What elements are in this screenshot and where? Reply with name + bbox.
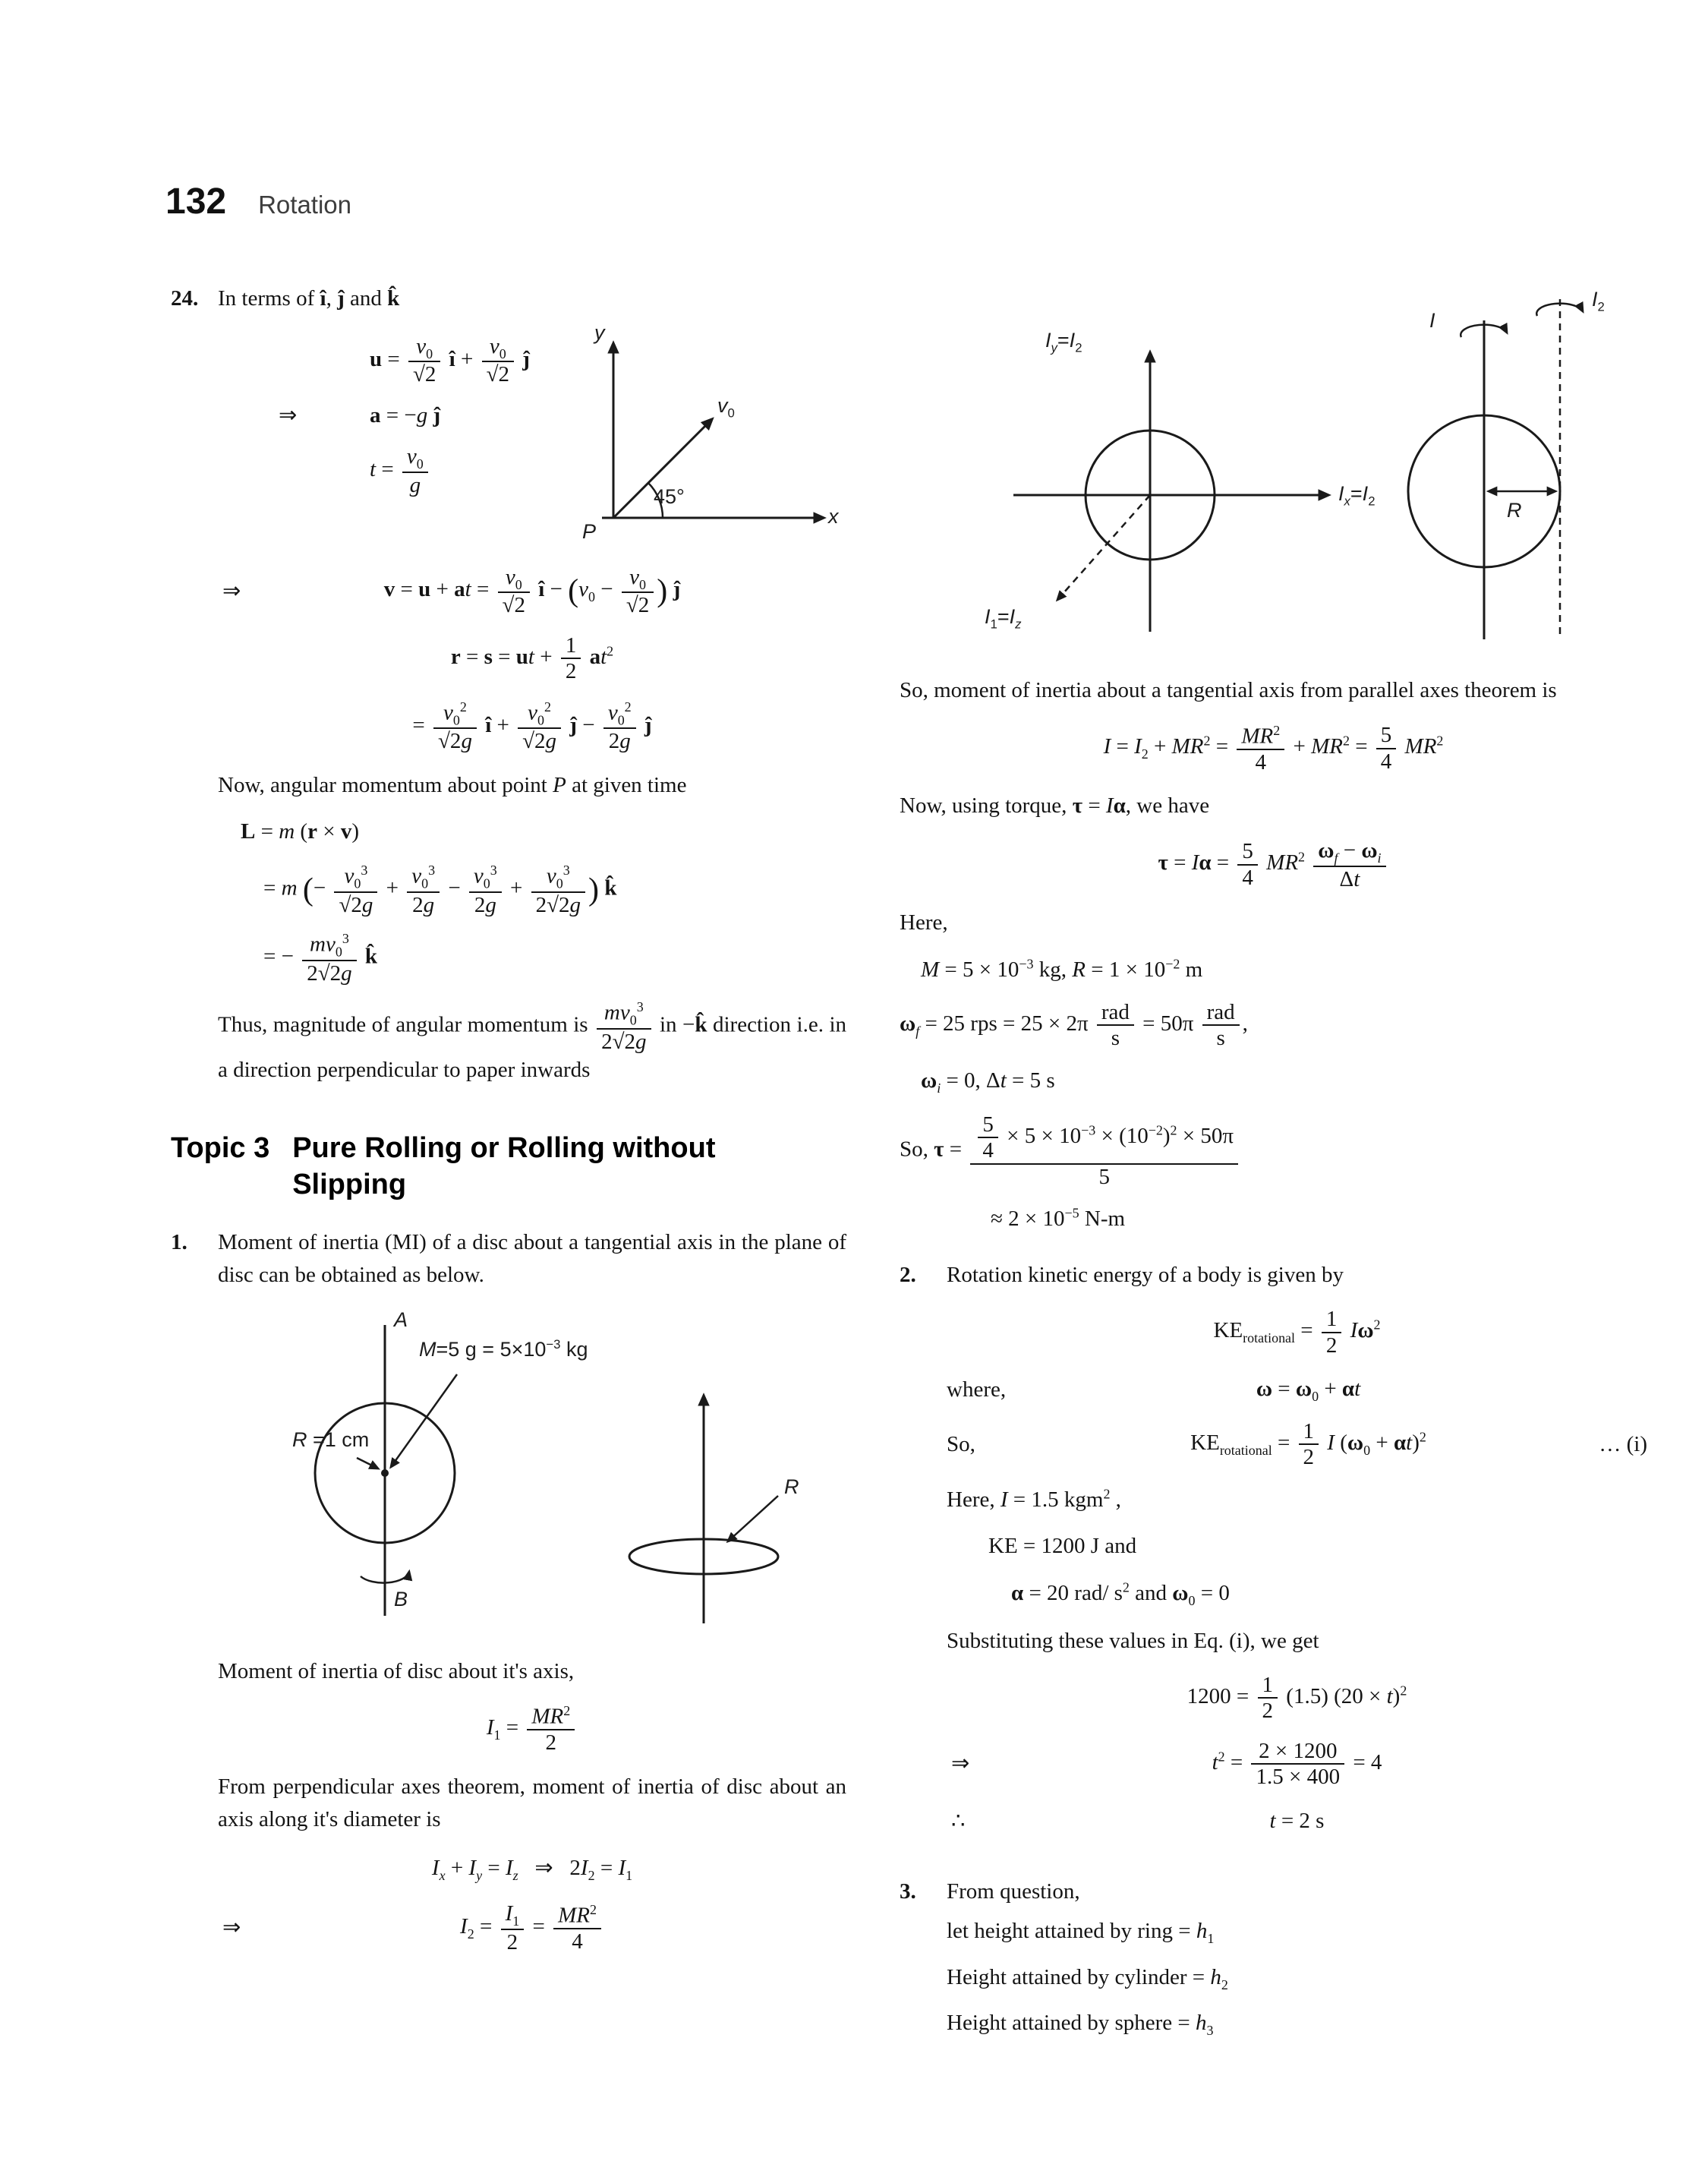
- question-1: [171, 1226, 846, 1970]
- eq-I2-body: $I_2$ = $\frac{I_1}{2}$ = $\frac{MR^2}{4}$: [460, 1914, 604, 1939]
- eq-group-uat: [218, 322, 567, 510]
- q2-text: Rotation kinetic energy of a body is given by: [947, 1262, 1344, 1287]
- equation-tag-i: … (i): [1599, 1431, 1647, 1456]
- topic-3-heading: [171, 1130, 846, 1203]
- axis-label-y: y: [594, 320, 605, 344]
- para-here: Here,: [900, 910, 948, 935]
- label-R-tangent: R: [1507, 499, 1522, 522]
- label-Iy: $I_y=I_2$: [1045, 329, 1082, 355]
- eq-t-squared-body: $t^2$ = $\frac{2 \times 1200}{1.5 \times 400}$ = 4: [1212, 1738, 1382, 1790]
- figure-axes-svg: [900, 267, 1681, 655]
- eq-t-squared: [947, 1739, 1647, 1790]
- topic-label: Topic 3: [171, 1131, 270, 1164]
- question-3-body: [947, 1875, 1647, 2047]
- eq-M-R: $M = 5 \times 10^{-3}$ kg, $R = 1 \times 10^{-2}$ m: [921, 955, 1203, 982]
- eq-I1: [218, 1703, 846, 1756]
- question-24-number: 24.: [171, 286, 199, 311]
- question-24-body: [218, 282, 846, 1093]
- question-1-number: 1.: [171, 1229, 188, 1254]
- left-column: [171, 282, 846, 1970]
- question-3: [900, 1875, 1647, 2047]
- label-I: I: [1429, 309, 1435, 332]
- eq-tau-result: ≈ $2 \times 10^{-5}$ N-m: [991, 1205, 1126, 1232]
- q3-line-4: Height attained by sphere = $h_3$: [947, 2011, 1214, 2039]
- eq-I1-body: $I_1$ = $\frac{MR^2}{2}$: [487, 1715, 578, 1740]
- chapter-title: Rotation: [258, 191, 352, 219]
- eq-u: u = $\frac{v_0}{√2}$ î + $\frac{v_0}{√2}$ ĵ: [370, 333, 530, 387]
- implies-symbol: ⇒: [279, 402, 298, 427]
- eq-ke2: $KE_{rotational}$ = $\frac{1}{2}$ I $(\omega_0 + \alpha t)^2$: [1190, 1418, 1426, 1470]
- eq-L3: = − $\frac{mv_0^3}{2√2g}$ k̂: [263, 930, 378, 986]
- so-label: So,: [947, 1431, 975, 1456]
- eq-parallel-body: $I = I_2 + MR^2$ = $\frac{MR^2}{4}$ + $MR^2$ = $\frac{5}{4}$ $MR^2$: [1103, 722, 1444, 774]
- figure-projectile: [572, 322, 845, 550]
- eq-tau: [900, 838, 1647, 891]
- label-A: A: [394, 1308, 408, 1331]
- therefore-symbol: ∴: [951, 1808, 966, 1833]
- radius-pointer-arrow: [357, 1458, 378, 1468]
- page-number: 132: [165, 181, 227, 222]
- eq-tau-value: So, τ = $\frac{5}{4}$ × $5 \times 10^{-3} \times (10^{-2})^2 \times 50\pi$ 5: [900, 1112, 1647, 1189]
- label-Ix: $I_x=I_2$: [1338, 482, 1376, 509]
- implies-symbol: ⇒: [222, 1915, 241, 1940]
- para-torque: Now, using torque, τ = Iα, we have: [900, 793, 1210, 819]
- question-24: [171, 282, 846, 1093]
- q24-equations-and-figure: [218, 322, 846, 550]
- question-2-body: [947, 1259, 1647, 1853]
- eq-1200: [947, 1673, 1647, 1724]
- equation-line: [279, 444, 567, 497]
- q3-line-2: let height attained by ring = $h_1$: [947, 1918, 1215, 1946]
- para-perpendicular: From perpendicular axes theorem, moment of inertia of disc about an axis along it's diameter is: [218, 1774, 846, 1832]
- radius-pointer-arrow-2: [728, 1496, 778, 1541]
- label-mass: M=5 $g = 5\times 10^{-3}$ kg: [419, 1336, 588, 1361]
- eq-L2: = m (− $\frac{v_0^3}{√2g}$ + $\frac{v_0^3}{2g}$ − $\frac{v_0^3}{2g}$ + $\frac{v_0^3}{2√2g}$ ) k̂: [263, 862, 617, 917]
- where-label: where,: [947, 1377, 1007, 1402]
- right-column: [900, 267, 1647, 2047]
- origin-label-P: P: [582, 519, 597, 543]
- label-B: B: [394, 1587, 408, 1610]
- implies-symbol: ⇒: [951, 1751, 970, 1776]
- eq-t: t = $\frac{v_0}{g}$: [370, 444, 431, 497]
- eq-perp: [218, 1852, 846, 1886]
- label-Iz: $I_1=I_z$: [985, 605, 1022, 632]
- label-R: R: [784, 1475, 799, 1498]
- question-2: [900, 1259, 1647, 1853]
- q3-line-3: Height attained by cylinder = $h_2$: [947, 1964, 1228, 1992]
- para-substituting: Substituting these values in Eq. (i), we get: [947, 1628, 1319, 1653]
- disc-center-dot: [381, 1469, 389, 1477]
- eq-omega: $\omega = \omega_0 + \alpha t$: [1256, 1377, 1361, 1404]
- topic-title: Pure Rolling or Rolling without Slipping: [292, 1131, 716, 1201]
- eq-L1: L = m (r × v): [241, 819, 359, 844]
- velocity-label: $v_0$: [717, 393, 735, 420]
- q3-line-1: From question,: [947, 1879, 1080, 1904]
- eq-r2: [218, 699, 846, 754]
- page-header: [165, 181, 351, 222]
- implies-symbol: ⇒: [222, 578, 241, 603]
- angle-label: 45°: [654, 484, 685, 508]
- eq-t-result-body: t = 2 s: [1269, 1808, 1325, 1833]
- alpha-value-line: α = 20 rad/ $s^2$ and $\omega_0 = 0$: [1011, 1579, 1230, 1608]
- eq-r2-body: = $\frac{v_0^2}{√2g}$ î + $\frac{v_0^2}{√2g}$ ĵ − $\frac{v_0^2}{2g}$ ĵ: [412, 699, 652, 754]
- eq-1200-body: 1200 = $\frac{1}{2}$ (1.5) $(20 \times t)^2$: [1186, 1673, 1407, 1724]
- label-radius: R =1 cm: [292, 1427, 370, 1451]
- z-axis-dashed: [1057, 495, 1150, 600]
- eq-tau-body: τ = Iα = $\frac{5}{4}$ $MR^2$ $\frac{\omega_f - \omega_i}{\Delta t}$: [1158, 850, 1388, 875]
- question-3-number: 3.: [900, 1879, 916, 1904]
- label-I2: $I_2$: [1592, 288, 1605, 314]
- para-axis: Moment of inertia of disc about it's axis,: [218, 1658, 575, 1683]
- eq-I2: [218, 1901, 846, 1954]
- question-1-body: [218, 1226, 846, 1970]
- here-values-line: Here, I = 1.5 kgm$^2$ ,: [947, 1486, 1121, 1512]
- eq-omega-f: $\omega_f = 25$ rps = 25 × 2π rad s = 50π rad s ,: [900, 1000, 1248, 1051]
- eq-v-body: v = u + at = $\frac{v_0}{√2}$ î − ($v_0$ − $\frac{v_0}{√2}$ ) ĵ: [383, 564, 681, 618]
- axis-label-x: x: [828, 504, 839, 528]
- para-parallel-axes: So, moment of inertia about a tangential axis from parallel axes theorem is: [900, 678, 1557, 702]
- eq-a: a = −g ĵ: [370, 402, 441, 427]
- where-row: [947, 1373, 1647, 1407]
- question-2-number: 2.: [900, 1262, 916, 1287]
- eq-v: [218, 565, 846, 618]
- eq-ke: [947, 1307, 1647, 1358]
- para-angular-momentum: Now, angular momentum about point P at given time: [218, 772, 687, 797]
- mass-pointer-arrow: [391, 1374, 457, 1467]
- q1-text: Moment of inertia (MI) of a disc about a tangential axis in the plane of disc can be obtained as below.: [218, 1229, 846, 1288]
- figure-projectile-svg: [572, 322, 845, 550]
- para-thus: Thus, magnitude of angular momentum is $\frac{mv_0^3}{2√2g}$ in −k̂ direction i.e. in a direction perpendicular to paper inwards: [218, 999, 846, 1083]
- ke-value-line: KE = 1200 J and: [988, 1534, 1137, 1559]
- eq-parallel: [900, 723, 1647, 775]
- eq-r-body: r = s = ut + $\frac{1}{2}$ $at^2$: [450, 633, 614, 684]
- q24-intro: In terms of î, ĵ and k̂: [218, 286, 400, 311]
- eq-t-result: [947, 1805, 1647, 1838]
- equation-line: [279, 399, 567, 433]
- eq-perp-body: $I_x + I_y = I_z$ ⇒ $2I_2 = I_1$: [431, 1855, 633, 1883]
- so-row: [947, 1419, 1647, 1470]
- figure-axes: [900, 267, 1681, 655]
- eq-r: [218, 633, 846, 684]
- eq-ke-body: $KE_{rotational}$ = $\frac{1}{2}$ $I\omega^2$: [1213, 1307, 1381, 1358]
- figure-disc: [233, 1306, 840, 1640]
- equation-line: [279, 334, 567, 387]
- eq-omega-i: $\omega_i = 0$, Δt = 5 s: [921, 1068, 1055, 1096]
